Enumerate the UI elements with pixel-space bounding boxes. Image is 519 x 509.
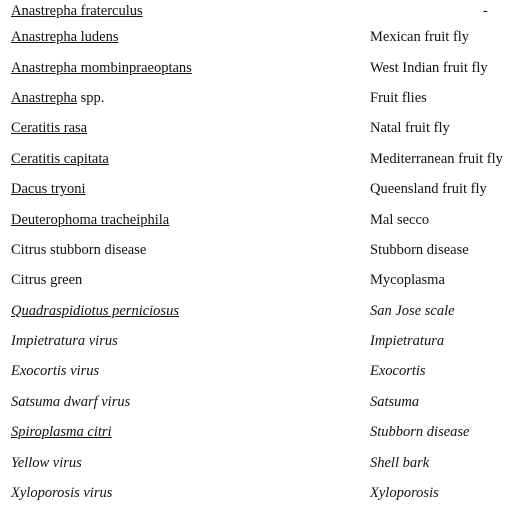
common-name: Impietratura	[370, 333, 445, 350]
table-row	[0, 83, 519, 113]
table-row	[0, 0, 519, 22]
table-row	[0, 417, 519, 447]
common-name: West Indian fruit fly	[370, 59, 488, 76]
common-name: Fruit flies	[370, 89, 427, 106]
table-row	[0, 204, 519, 234]
scientific-name: Anastrepha ludens	[11, 29, 119, 46]
table-row	[0, 387, 519, 417]
table-row	[0, 113, 519, 143]
table-row	[0, 447, 519, 477]
common-name: Queensland fruit fly	[370, 181, 487, 198]
table-row	[0, 22, 519, 52]
common-name: -	[483, 3, 488, 19]
table-row	[0, 326, 519, 356]
table-row	[0, 52, 519, 82]
common-name: Stubborn disease	[370, 241, 469, 258]
table-row	[0, 265, 519, 295]
common-name: Exocortis	[370, 363, 426, 380]
common-name: Mexican fruit fly	[370, 29, 470, 46]
table-row	[0, 478, 519, 508]
table-row	[0, 296, 519, 326]
scientific-name: Impietratura virus	[11, 333, 118, 350]
scientific-name: Quadraspidiotus perniciosus	[11, 302, 179, 319]
table-row	[0, 144, 519, 174]
scientific-name: Ceratitis rasa	[11, 120, 88, 137]
common-name: Shell bark	[370, 454, 430, 471]
common-name: Mycoplasma	[370, 272, 445, 289]
table-row	[0, 174, 519, 204]
common-name: Mal secco	[370, 211, 430, 228]
scientific-name: Anastrepha	[11, 89, 78, 106]
common-name: Mediterranean fruit fly	[370, 150, 503, 167]
table-row	[0, 356, 519, 386]
common-name: Natal fruit fly	[370, 120, 450, 137]
scientific-name: Xyloporosis virus	[11, 485, 113, 502]
scientific-name: Anastrepha fraterculus	[11, 3, 143, 19]
scientific-name: Dacus tryoni	[11, 181, 86, 198]
scientific-name: Deuterophoma tracheiphila	[11, 211, 170, 228]
scientific-name: Anastrepha mombinpraeoptans	[11, 59, 192, 76]
scientific-name: Ceratitis capitata	[11, 150, 109, 167]
scientific-name: Satsuma dwarf virus	[11, 393, 131, 410]
common-name: Satsuma	[370, 393, 420, 410]
common-name: Xyloporosis	[370, 485, 439, 502]
table-row	[0, 235, 519, 265]
scientific-name: Citrus green	[11, 272, 83, 289]
scientific-name: Citrus stubborn disease	[11, 241, 147, 258]
scientific-name: Exocortis virus	[11, 363, 100, 380]
scientific-name: Yellow virus	[11, 454, 82, 471]
common-name: Stubborn disease	[370, 424, 470, 441]
common-name: San Jose scale	[370, 302, 455, 319]
scientific-name: Spiroplasma citri	[11, 424, 112, 441]
scientific-name-suffix: spp.	[77, 89, 105, 106]
